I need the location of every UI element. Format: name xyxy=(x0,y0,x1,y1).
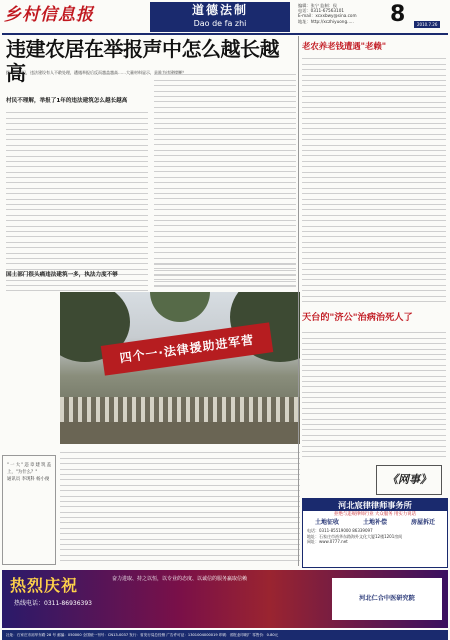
ad-services xyxy=(303,518,447,528)
ad-service-3: 房屋拆迁 xyxy=(410,519,435,526)
ad-title: 河北宸律律师事务所 xyxy=(303,499,447,511)
section-pinyin: Dao de fa zhi xyxy=(193,19,247,28)
issue-date: 2010.7.26 xyxy=(414,21,440,28)
editor-info: 编辑：张宁 监制：侯 电话：0311-67563101 E-mail：xcxxbwy@sina.com 地址：http://xczhiyuong..... xyxy=(298,3,357,24)
sidebar-story-1 xyxy=(302,54,446,304)
article-column-2 xyxy=(154,70,296,292)
editor-note-box xyxy=(2,455,56,565)
article-column-1 xyxy=(6,108,148,292)
sidebar-title-1: 老农养老钱遭遇"老赖" xyxy=(302,41,387,51)
bottom-ad-brand: 河北仁合中医研究院 xyxy=(332,578,442,620)
sidebar-story-2 xyxy=(302,328,446,460)
bottom-ad-headline: 热烈庆祝 xyxy=(10,576,79,595)
page-number: 8 xyxy=(390,2,406,27)
column-logo: 《网事》 xyxy=(376,465,442,495)
page-number-box xyxy=(384,2,446,32)
law-firm-ad[interactable] xyxy=(302,498,448,568)
article-photo xyxy=(60,292,300,444)
ad-service-2: 土地补偿 xyxy=(362,519,387,526)
section-header xyxy=(150,2,290,32)
ad-contact: 电话：0311-85519000 86339097 地址：石家庄市裕华东路海外文化大厦12楼1201房间 网址：www.0777.net xyxy=(307,528,403,545)
sidebar-title-2: 天台的"济公"治病治死人了 xyxy=(302,312,413,323)
ad-subtitle: 拒绝与违规律师行业 大众服务 用实力说话 xyxy=(334,512,416,517)
masthead-rule xyxy=(2,33,448,35)
column-divider xyxy=(298,36,299,566)
bottom-banner-ad[interactable] xyxy=(2,570,448,628)
newspaper-logo: 乡村信息报 xyxy=(4,5,94,25)
article-column-3 xyxy=(60,448,300,566)
bottom-ad-phone: 热线电话：0311-86936393 xyxy=(14,600,92,607)
main-headline: 违建农居在举报声中怎么越长越高 xyxy=(6,37,279,85)
editor-note-text: "一大"违章建筑盖上，"为什么？" 通讯员 李现科 杨小俊 xyxy=(7,463,51,482)
page-footer: 社址：石家庄市裕华东路 28 号 邮编：050000 全国统一刊号：CN13-0037 发行：省发行局总经销 广告许可证：1301004000019 印刷：省报业印刷厂 零售价：0.80元 xyxy=(2,630,448,640)
bottom-ad-tagline: 奋力进取、持之以恒，以专业的态度、以诚信的服务赢取信赖 xyxy=(112,576,248,582)
lead-paragraph: 拨市民来报，违法建设有人不敢处理，遭遇举报后反而越盖越高……大量材料显示，是谁为违建撑腰？ xyxy=(6,70,186,75)
photo-banner: 四个一·法律援助进军营 xyxy=(101,322,274,375)
section-title: 道德法制 xyxy=(191,3,248,17)
ad-service-1: 土地征收 xyxy=(314,519,339,526)
photo-caption xyxy=(154,260,296,290)
subhead-2: 国土部门很头痛违法建筑一多，执法力度不够 xyxy=(6,272,118,278)
subhead-1: 村民不理解，举报了1年的违法建筑怎么越长越高 xyxy=(6,98,128,104)
